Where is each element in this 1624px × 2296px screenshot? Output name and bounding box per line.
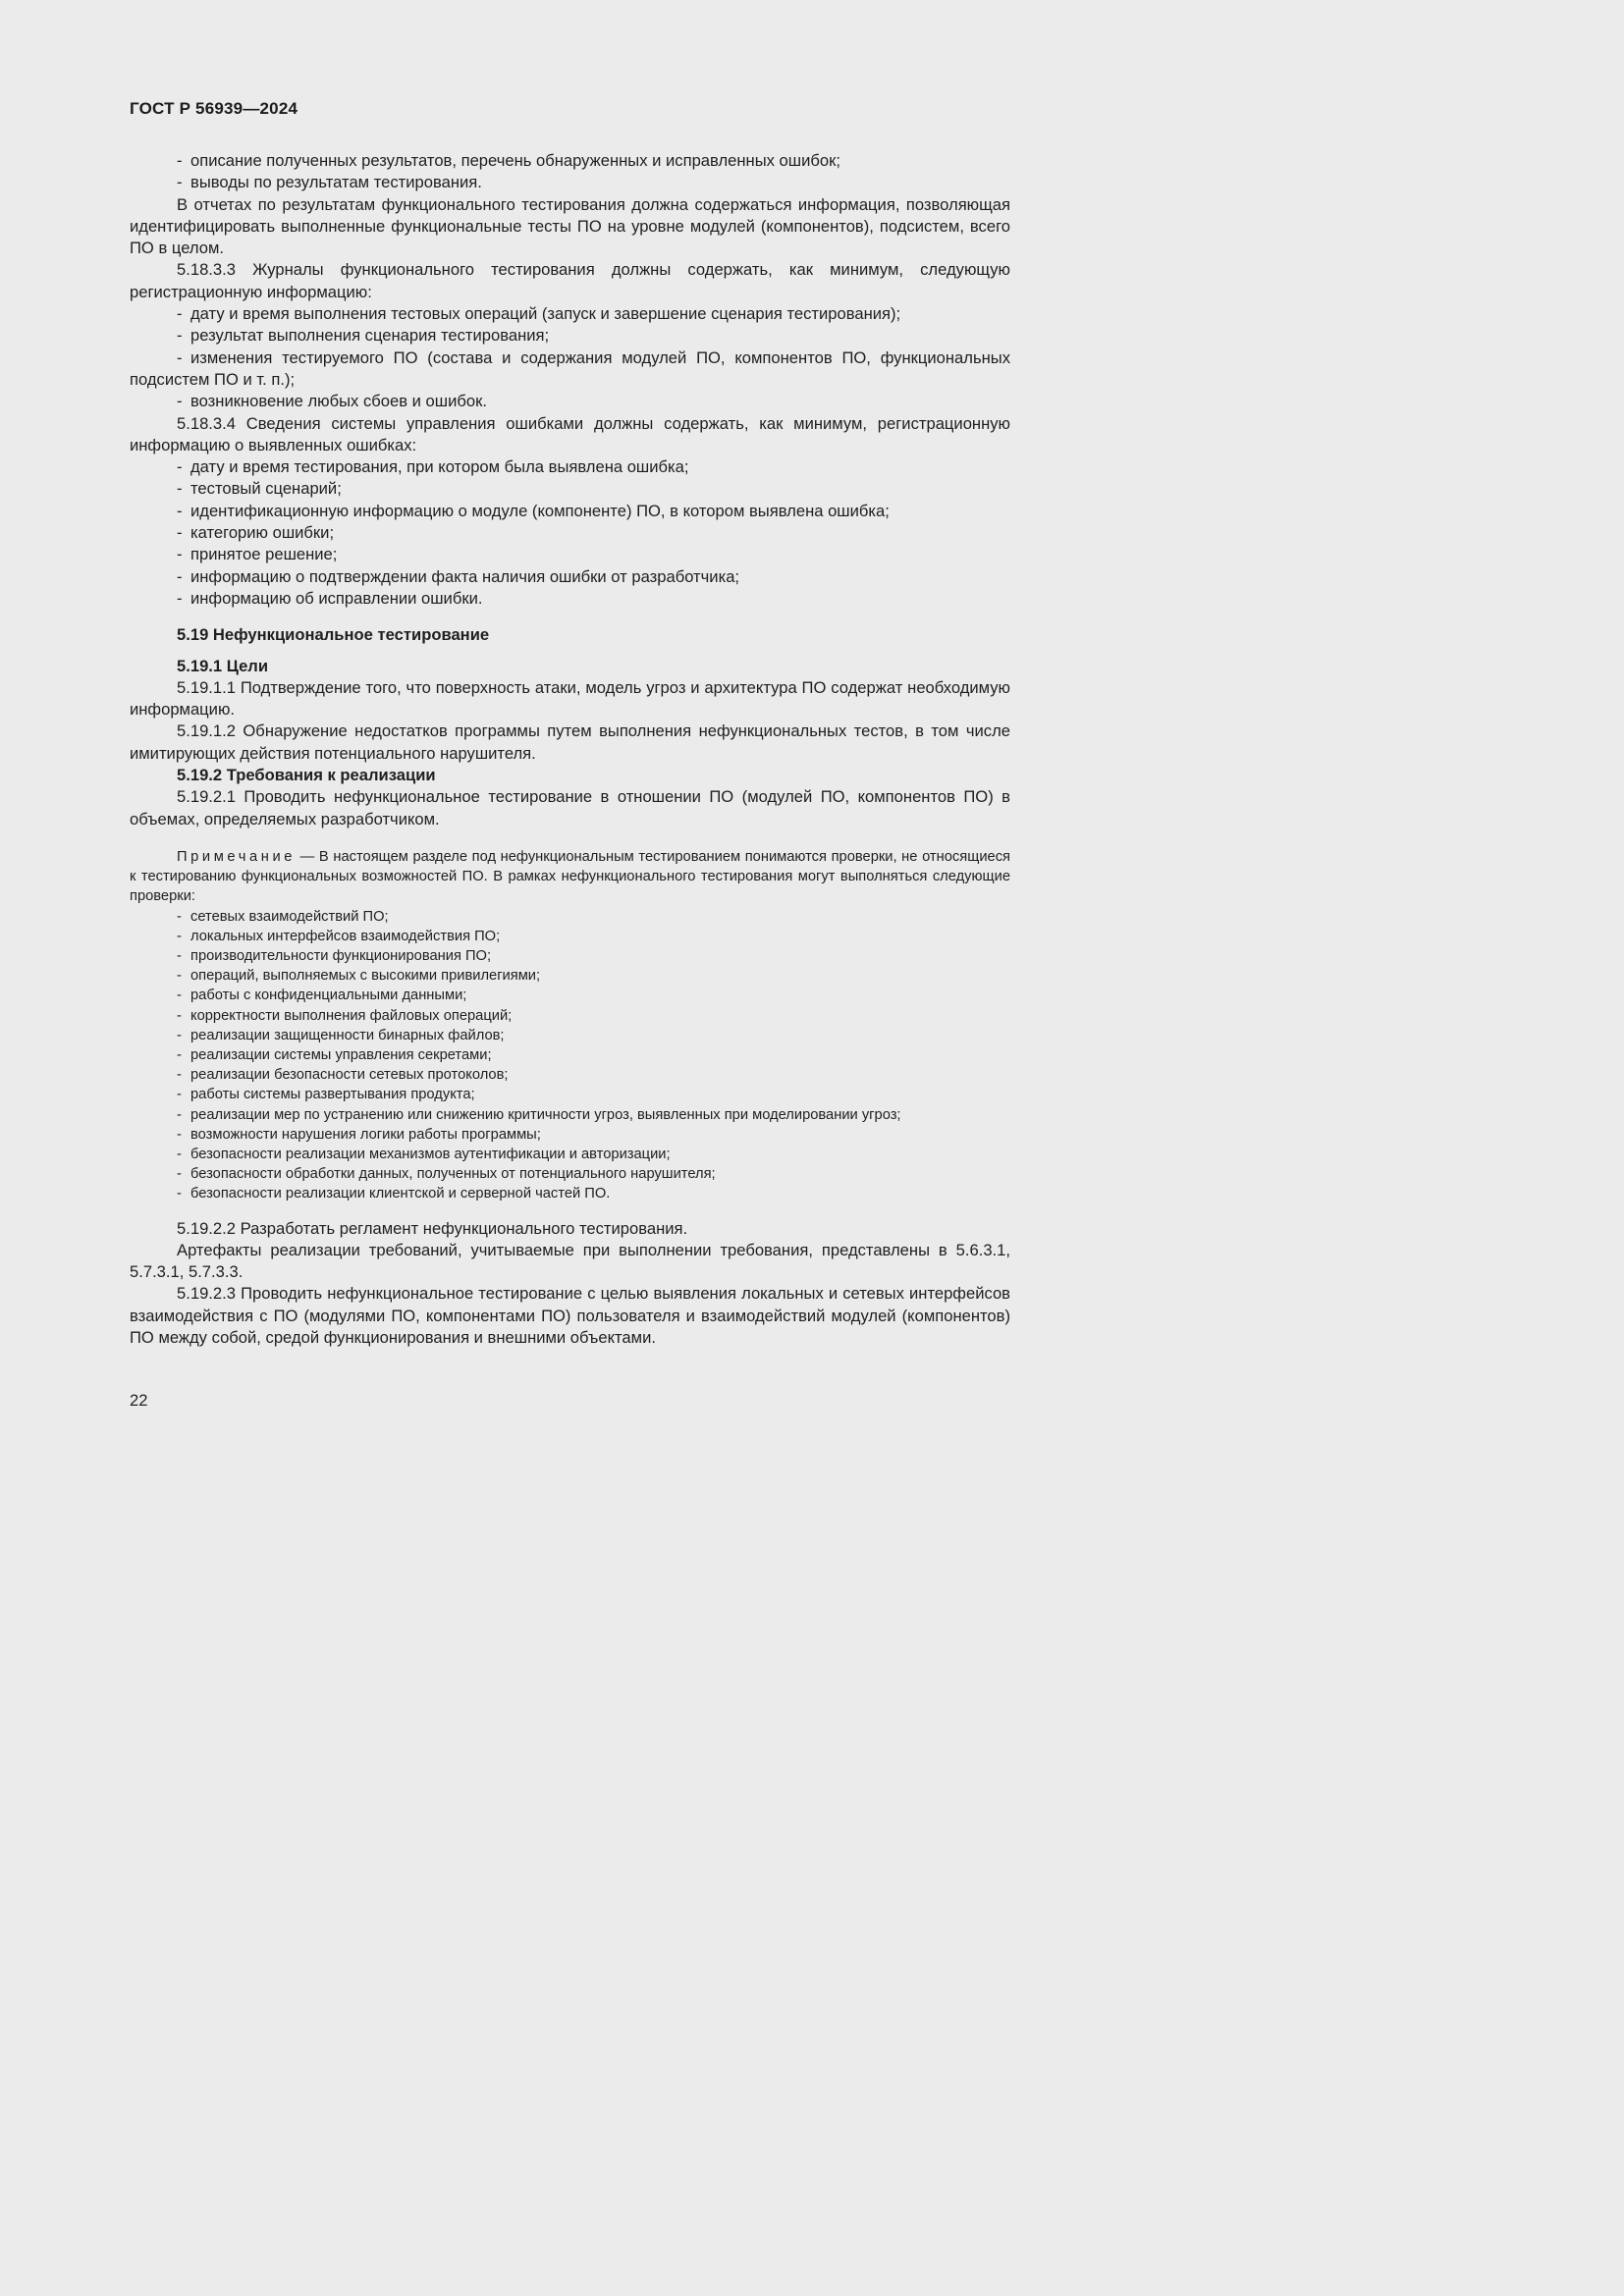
list-item: -возникновение любых сбоев и ошибок. [177, 392, 487, 411]
note-list-item: -сетевых взаимодействий ПО; [177, 908, 389, 925]
list-item: -описание полученных результатов, перечень обнаруженных и исправленных ошибок; [177, 151, 840, 170]
paragraph: 5.19.1.2 Обнаружение недостатков программы путем выполнения нефункциональных тестов, в том числе имитирующих действия потенциального нарушителя. [130, 721, 1010, 763]
note-list-item: -безопасности реализации механизмов аутентификации и авторизации; [177, 1146, 671, 1162]
list-item: -выводы по результатам тестирования. [177, 173, 482, 192]
note-list-item: -работы системы развертывания продукта; [177, 1087, 475, 1103]
note-list-item: -реализации системы управления секретами; [177, 1046, 492, 1063]
subsection-heading: 5.19.2 Требования к реализации [177, 766, 436, 785]
paragraph: 5.19.2.2 Разработать регламент нефункционального тестирования. [177, 1218, 688, 1238]
note-list-item: -операций, выполняемых с высокими привилегиями; [177, 968, 541, 985]
list-item: -информацию о подтверждении факта наличия ошибки от разработчика; [177, 566, 740, 586]
list-item: -принятое решение; [177, 545, 338, 564]
list-item: -идентификационную информацию о модуле (компоненте) ПО, в котором выявлена ошибка; [177, 501, 890, 520]
list-item: -дату и время тестирования, при котором была выявлена ошибка; [177, 457, 689, 477]
list-item: -тестовый сценарий; [177, 479, 342, 499]
paragraph: В отчетах по результатам функционального тестирования должна содержаться информация, позволяющая идентифицировать выполненные функциональные тесты ПО на уровне модулей (компонентов), подсистем, всего ПО в целом. [130, 194, 1010, 258]
document-page [0, 0, 1089, 1539]
list-item: -изменения тестируемого ПО (состава и содержания модулей ПО, компонентов ПО, функциональных подсистем ПО и т. п.); [130, 347, 1010, 389]
paragraph: 5.19.1.1 Подтверждение того, что поверхность атаки, модель угроз и архитектура ПО содержат необходимую информацию. [130, 677, 1010, 720]
document-body [130, 150, 1010, 1349]
list-item: -информацию об исправлении ошибки. [177, 588, 483, 608]
note-label: Примечание [177, 848, 297, 865]
note-list-item: -реализации безопасности сетевых протоколов; [177, 1067, 509, 1084]
note-list-item: -реализации защищенности бинарных файлов; [177, 1027, 505, 1043]
note-list [130, 907, 1010, 1204]
document-header: ГОСТ Р 56939—2024 [130, 99, 298, 118]
note-list-item: -производительности функционирования ПО; [177, 947, 492, 964]
note-list-item: -работы с конфиденциальными данными; [177, 988, 467, 1004]
paragraph: 5.18.3.3 Журналы функционального тестирования должны содержать, как минимум, следующую регистрационную информацию: [130, 260, 1010, 301]
note-text: — В настоящем разделе под нефункциональным тестированием понимаются проверки, не относящиеся к тестированию функциональных возможностей ПО. В рамках нефункционального тестирования могут выполняться следующие проверки: [130, 848, 1010, 905]
note-list-item: -реализации мер по устранению или снижению критичности угроз, выявленных при моделировании угроз; [177, 1106, 901, 1123]
paragraph: 5.19.2.3 Проводить нефункциональное тестирование с целью выявления локальных и сетевых интерфейсов взаимодействия с ПО (модулями ПО, компонентами ПО) пользователя и взаимодействий модулей (компонентов) ПО между собой, средой функционирования и внешними объектами. [130, 1284, 1010, 1348]
note-list-item: -корректности выполнения файловых операций; [177, 1007, 513, 1024]
note-list-item: -безопасности обработки данных, полученных от потенциального нарушителя; [177, 1166, 716, 1183]
note-list-item: -безопасности реализации клиентской и серверной частей ПО. [177, 1186, 611, 1202]
note-list-item: -возможности нарушения логики работы программы; [177, 1126, 541, 1143]
section-heading: 5.19 Нефункциональное тестирование [177, 625, 490, 645]
note-list-item: -локальных интерфейсов взаимодействия ПО; [177, 928, 501, 944]
page-number: 22 [130, 1391, 148, 1410]
paragraph: Артефакты реализации требований, учитываемые при выполнении требования, представлены в 5.6.3.1, 5.7.3.1, 5.7.3.3. [130, 1240, 1010, 1282]
list-item: -категорию ошибки; [177, 523, 335, 543]
note-paragraph [130, 847, 1010, 907]
paragraph: 5.19.2.1 Проводить нефункциональное тестирование в отношении ПО (модулей ПО, компонентов ПО) в объемах, определяемых разработчиком. [130, 787, 1010, 828]
list-item: -результат выполнения сценария тестирования; [177, 326, 550, 346]
subsection-heading: 5.19.1 Цели [177, 656, 269, 675]
list-item: -дату и время выполнения тестовых операций (запуск и завершение сценария тестирования); [177, 304, 901, 324]
paragraph: 5.18.3.4 Сведения системы управления ошибками должны содержать, как минимум, регистрационную информацию о выявленных ошибках: [130, 413, 1010, 454]
